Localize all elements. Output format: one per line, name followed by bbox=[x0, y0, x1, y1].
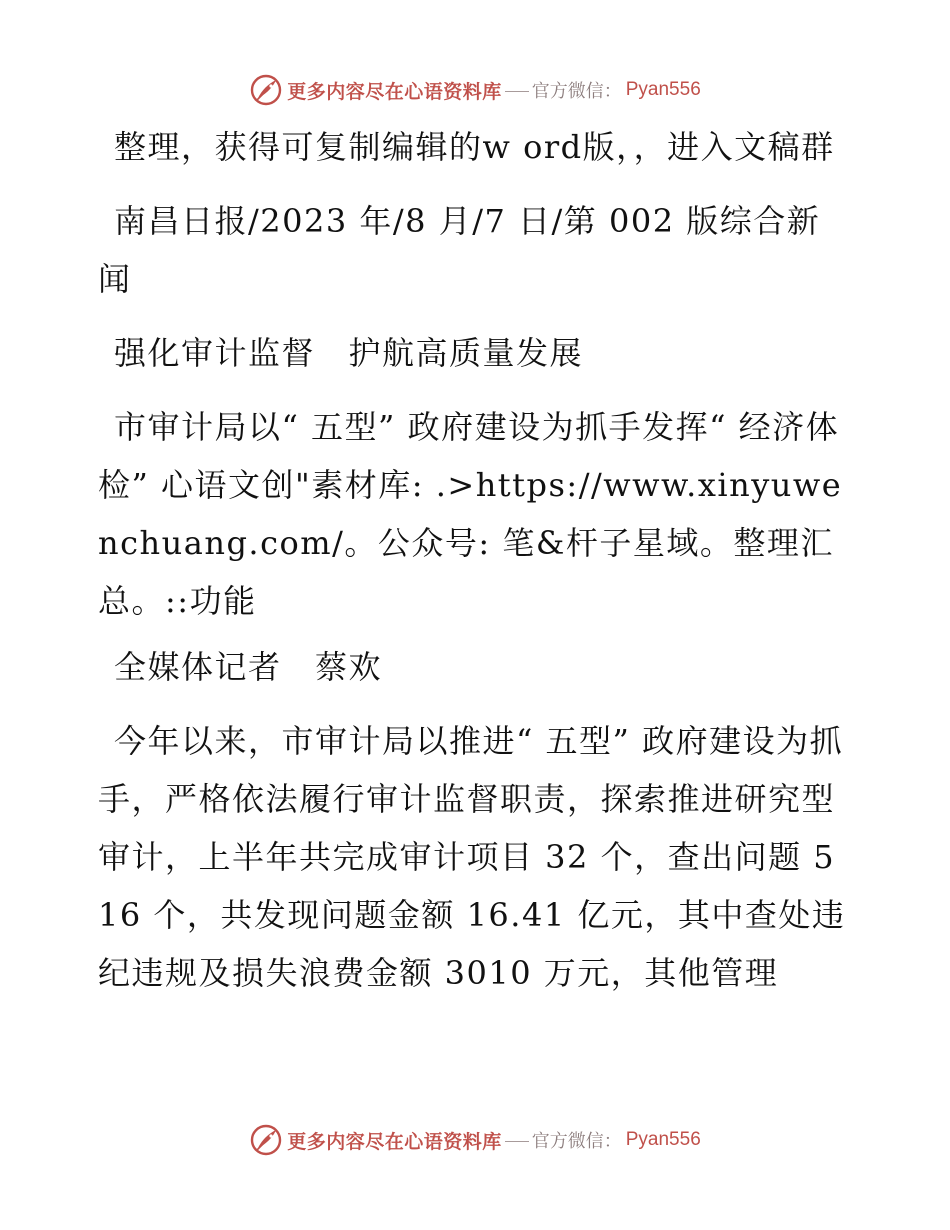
feather-pen-logo-icon bbox=[249, 73, 283, 107]
article-subtitle: 市审计局以“ 五型” 政府建设为抓手发挥“ 经济体检” 心语文创"素材库: .>https://www.xinyuwenchuang.com/。公众号: 笔&杆子星域。整理汇总。::功能 bbox=[98, 408, 843, 620]
watermark-text: 更多内容尽在心语资料库 bbox=[287, 80, 502, 103]
watermark-text: 更多内容尽在心语资料库 bbox=[287, 1130, 502, 1153]
watermark-header bbox=[0, 72, 950, 108]
watermark-wechat-id: Pyan556 bbox=[625, 1129, 701, 1150]
watermark-dash bbox=[505, 1141, 529, 1142]
watermark-wechat-label: 官方微信： bbox=[531, 1131, 622, 1152]
byline: 全媒体记者 蔡欢 bbox=[114, 648, 383, 686]
intro-paragraph: 整理，获得可复制编辑的w ord版，，进入文稿群 bbox=[114, 128, 835, 166]
feather-pen-logo-icon bbox=[249, 1123, 283, 1157]
source-line: 南昌日报/2023 年/8 月/7 日/第 002 版综合新闻 bbox=[98, 202, 821, 298]
watermark-wechat-id: Pyan556 bbox=[625, 79, 701, 100]
watermark-wechat-label: 官方微信： bbox=[531, 81, 622, 102]
document-body bbox=[98, 118, 850, 1002]
body-paragraph: 今年以来，市审计局以推进“ 五型” 政府建设为抓手，严格依法履行审计监督职责，探索推进研究型审计，上半年共完成审计项目 32 个，查出问题 516 个，共发现问题金额 16.41 亿元，其中查处违纪违规及损失浪费金额 3010 万元，其他管理 bbox=[98, 722, 846, 992]
article-title: 强化审计监督 护航高质量发展 bbox=[114, 334, 584, 372]
watermark-dash bbox=[505, 91, 529, 92]
watermark-footer bbox=[0, 1122, 950, 1158]
